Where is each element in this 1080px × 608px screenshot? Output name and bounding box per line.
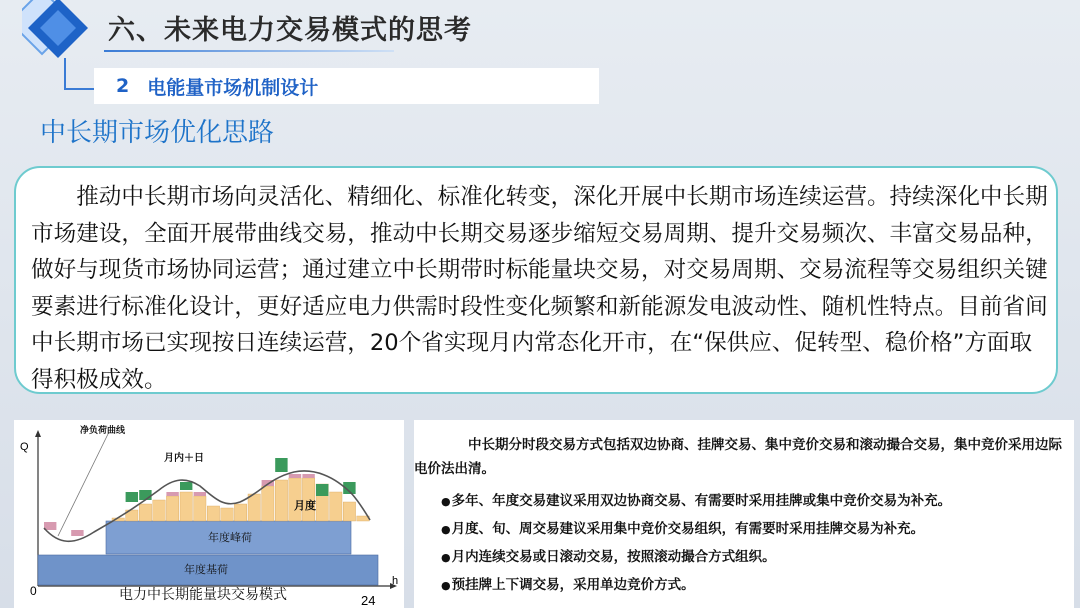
monthly-bar [139,504,151,521]
monthly-bar [343,502,355,521]
adjustment-block [166,492,178,496]
notes-list [441,489,951,601]
chart-caption: 电力中长期能量块交易模式 [119,586,287,602]
energy-block-chart [14,420,404,608]
section-heading: 中长期市场优化思路 [40,118,275,148]
monthly-bar [194,496,206,521]
adjustment-block [289,474,301,478]
monthly-bar [166,496,178,521]
annual-base-label: 年度基荷 [184,563,228,576]
monthly-bar [234,504,246,521]
intraday-block [126,492,138,502]
monthly-bar [207,506,219,521]
monthly-bar [275,480,287,521]
notes-item: ● 月内连续交易或日滚动交易，按照滚动撮合方式组织。 [441,545,951,573]
notes-intro: 中长期分时段交易方式包括双边协商、挂牌交易、集中竞价交易和滚动撮合交易，集中竞价采用边际电价法出清。 [414,437,1062,477]
adjustment-block [71,530,83,536]
intraday-block [275,458,287,472]
intraday-block [180,482,192,490]
notes-item: ● 多年、年度交易建议采用双边协商交易、有需要时采用挂牌或集中竞价交易为补充。 [441,489,951,517]
x-end-label: 24 [361,593,376,608]
intraday-block [316,484,328,496]
y-axis-arrow-icon [35,430,41,437]
annual-peak-label: 年度峰荷 [208,531,252,544]
adjustment-block [44,522,56,530]
monthly-label: 月度 [294,499,316,512]
notes-item: ● 月度、旬、周交易建议采用集中竞价交易组织，有需要时采用挂牌交易为补充。 [441,517,951,545]
net-load-pointer [58,434,108,536]
subtitle-box [94,68,599,104]
intraday-label: 月内＋日 [164,453,204,464]
adjustment-block [194,492,206,496]
monthly-bar [221,508,233,521]
notes-item: ● 预挂牌上下调交易，采用单边竞价方式。 [441,573,951,601]
section-paragraph: 推动中长期市场向灵活化、精细化、标准化转变，深化开展中长期市场连续运营。持续深化中长期市场建设，全面开展带曲线交易，推动中长期交易逐步缩短交易周期、提升交易频次、丰富交易品种，做好与现货市场协同运营；通过建立中长期带时标能量块交易，对交易周期、交易流程等交易组织关键要素进行标准化设计，更好适应电力供需时段性变化频繁和新能源发电波动性、随机性特点。目前省间中长期市场已实现按日连续运营，20个省实现月内常态化开市，在“保供应、促转型、稳价格”方面取得积极成效。 [31,184,1048,393]
monthly-bar [153,500,165,521]
x-origin-label: 0 [30,584,37,598]
x-axis-label: h [392,575,399,587]
monthly-bar [262,486,274,521]
title-underline [104,50,394,52]
net-load-label: 净负荷曲线 [80,426,126,436]
monthly-bar [180,492,192,521]
y-axis-label: Q [20,441,29,453]
monthly-bar [248,494,260,521]
subtitle-text: 电能量市场机制设计 [147,76,319,99]
subtitle-number: 2 [116,75,130,97]
title-connector [64,58,96,90]
adjustment-block [302,474,314,478]
monthly-bar [330,492,342,521]
page-title: 六、未来电力交易模式的思考 [108,15,472,46]
intraday-block [139,490,151,500]
